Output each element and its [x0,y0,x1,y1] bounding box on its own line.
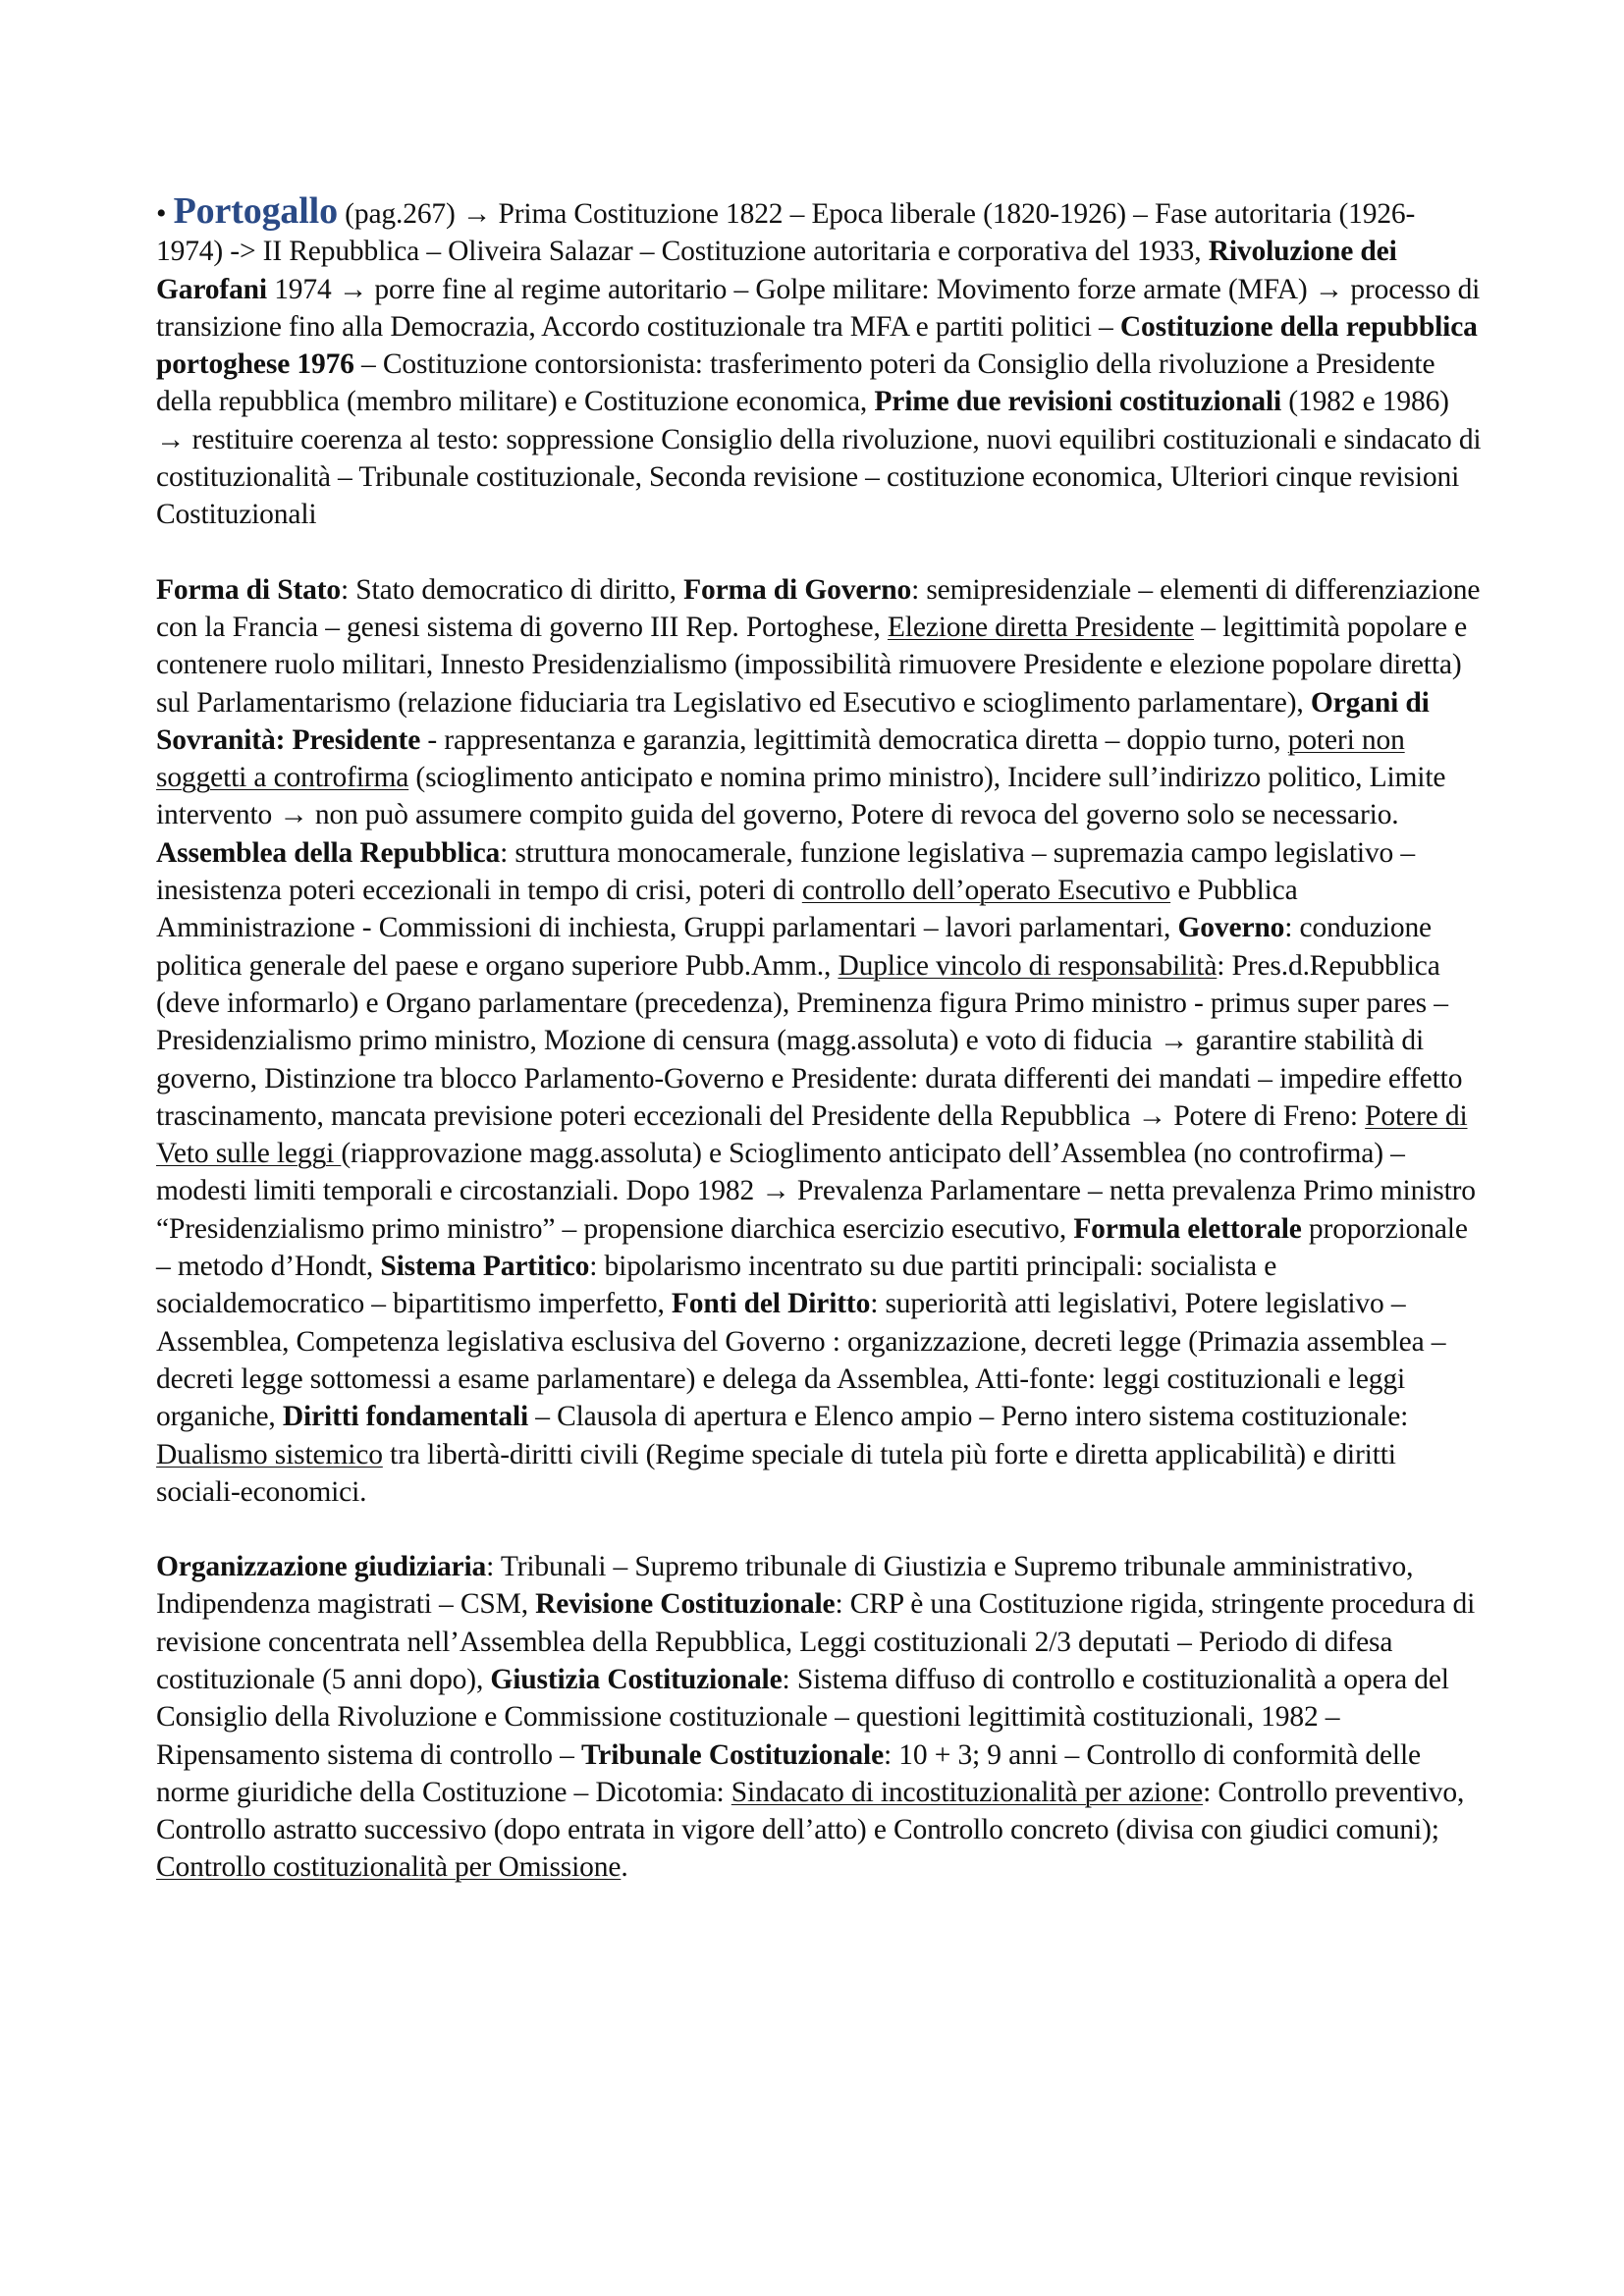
text-run: (pag.267) → Prima Costituzione 1822 – Epoca liberale (1820-1926) – Fase autoritaria (1926-1974) -> II Repubblica – Oliveira Salazar – Costituzione autoritaria e corporativa del 1933, [156,198,1416,268]
text-run: - rappresentanza e garanzia, legittimità democratica diretta – doppio turno, [420,723,1288,756]
text-run: – legittimità popolare e contenere ruolo militari, Innesto Presidenzialismo (impossibilità rimuovere Presidente e elezione popolare diretta) sul Parlamentarismo (relazione fiduciaria tra Legislativo ed Esecutivo e scioglimento parlamentare), [156,611,1468,719]
text-run: . [621,1851,628,1884]
underlined-term: Sindacato di incostituzionalità per azione [731,1776,1204,1808]
bold-term: Organizzazione giudiziaria [156,1551,487,1583]
text-run: (riapprovazione magg.assoluta) e Scioglimento anticipato dell’Assemblea (no controfirma) – modesti limiti temporali e circostanziali. Dopo 1982 → Prevalenza Parlamentare – netta prevalenza Primo ministro “Presidenzialismo primo ministro” – propensione diarchica esercizio esecutivo, [156,1138,1476,1245]
bold-term: Diritti fondamentali [282,1401,529,1433]
text-run: tra libertà-diritti civili (Regime speciale di tutela più forte e diretta applicabilità) e diritti sociali-economici. [156,1438,1396,1508]
underlined-term: Duplice vincolo di responsabilità [838,949,1218,982]
underlined-term: Controllo costituzionalità per Omissione [156,1851,622,1884]
text-run: : Stato democratico di diritto, [341,573,684,606]
text-run: e Pubblica Amministrazione - Commissioni di inchiesta, Gruppi parlamentari – lavori parlamentari, [156,875,1298,944]
text-run: : 10 + 3; 9 anni – Controllo di conformità delle norme giuridiche della Costituzione – Dicotomia: [156,1738,1421,1808]
text-run: 1974 → porre fine al regime autoritario – Golpe militare: Movimento forze armate (MFA) → processo di transizione fino alla Democrazia, Accordo costituzionale tra MFA e partiti politici – [156,273,1481,343]
paragraph-forma-di-stato [156,571,1482,1511]
bold-term: Formula elettorale [1073,1212,1302,1245]
section-title: Portogallo [173,190,338,232]
text-run: : semipresidenziale – elementi di differenziazione con la Francia – genesi sistema di governo III Rep. Portoghese, [156,573,1481,643]
text-run: (scioglimento anticipato e nomina primo ministro), Incidere sull’indirizzo politico, Limite intervento → non può assumere compito guida del governo, Potere di revoca del governo solo se necessario. [156,762,1446,831]
bold-term: Giustizia Costituzionale [490,1663,783,1695]
bold-term: Rivoluzione dei Garofani [156,236,1397,305]
text-run: : Tribunali – Supremo tribunale di Giustizia e Supremo tribunale amministrativo, Indipendenza magistrati – CSM, [156,1551,1414,1621]
text-run: proporzionale – metodo d’Hondt, [156,1212,1468,1283]
text-run: (1982 e 1986) → restituire coerenza al testo: soppressione Consiglio della rivoluzione, nuovi equilibri costituzionali e sindacato di costituzionalità – Tribunale costituzionale, Seconda revisione – costituzione economica, Ulteriori cinque revisioni Costituzionali [156,386,1482,531]
bold-term: Fonti del Diritto [671,1288,871,1320]
underlined-term: Potere di Veto sulle leggi [156,1099,1468,1170]
bold-term: Governo [1177,912,1285,944]
document-page [156,192,1482,1887]
bold-term: Prime due revisioni costituzionali [874,386,1282,418]
paragraph-organizzazione-giudiziaria [156,1548,1482,1887]
paragraph-intro [156,192,1482,534]
underlined-term: Dualismo sistemico [156,1438,383,1470]
underlined-term: poteri non soggetti a controfirma [156,723,1405,794]
bold-term: Forma di Stato [156,573,341,606]
bold-term: Organi di Sovranità: Presidente [156,686,1430,756]
bullet-icon: • [156,197,167,230]
text-run: : conduzione politica generale del paese e organo superiore Pubb.Amm., [156,912,1432,982]
text-run: : struttura monocamerale, funzione legislativa – supremazia campo legislativo – inesistenza poteri eccezionali in tempo di crisi, poteri di [156,836,1415,907]
text-run: : Pres.d.Repubblica (deve informarlo) e Organo parlamentare (precedenza), Preminenza figura Primo ministro - primus super pares – Presidenzialismo primo ministro, Mozione di censura (magg.assoluta) e voto di fiducia → garantire stabilità di governo, Distinzione tra blocco Parlamento-Governo e Presidente: durata differenti dei mandati – impedire effetto trascinamento, mancata previsione poteri eccezionali del Presidente della Repubblica → Potere di Freno: [156,949,1463,1132]
underlined-term: controllo dell’operato Esecutivo [801,875,1171,907]
bold-term: Revisione Costituzionale [535,1588,836,1621]
text-run: : Sistema diffuso di controllo e costituzionalità a opera del Consiglio della Rivoluzione e Commissione costituzionale – questioni legittimità costituzionali, 1982 – Ripensamento sistema di controllo – [156,1663,1449,1771]
text-run: : bipolarismo incentrato su due partiti principali: socialista e socialdemocratico – bipartitismo imperfetto, [156,1251,1277,1320]
text-run: : superiorità atti legislativi, Potere legislativo – Assemblea, Competenza legislativa esclusiva del Governo : organizzazione, decreti legge (Primazia assemblea – decreti legge sottomessi a esame parlamentare) e delega da Assemblea, Atti-fonte: leggi costituzionali e leggi organiche, [156,1288,1446,1433]
text-run: : CRP è una Costituzione rigida, stringente procedura di revisione concentrata nell’Assemblea della Repubblica, Leggi costituzionali 2/3 deputati – Periodo di difesa costituzionale (5 anni dopo), [156,1588,1476,1695]
text-run: : Controllo preventivo, Controllo astratto successivo (dopo entrata in vigore dell’atto) e Controllo concreto (divisa con giudici comuni); [156,1776,1465,1846]
bold-term: Assemblea della Repubblica [156,836,501,869]
bold-term: Forma di Governo [683,573,912,606]
text-run: – Clausola di apertura e Elenco ampio – Perno intero sistema costituzionale: [528,1401,1409,1433]
underlined-term: Elezione diretta Presidente [887,611,1195,643]
text-run: – Costituzione contorsionista: trasferimento poteri da Consiglio della rivoluzione a Presidente della repubblica (membro militare) e Costituzione economica, [156,348,1435,418]
bold-term: Costituzione della repubblica portoghese 1976 [156,310,1478,381]
bold-term: Tribunale Costituzionale [580,1738,885,1771]
bold-term: Sistema Partitico [380,1251,590,1283]
